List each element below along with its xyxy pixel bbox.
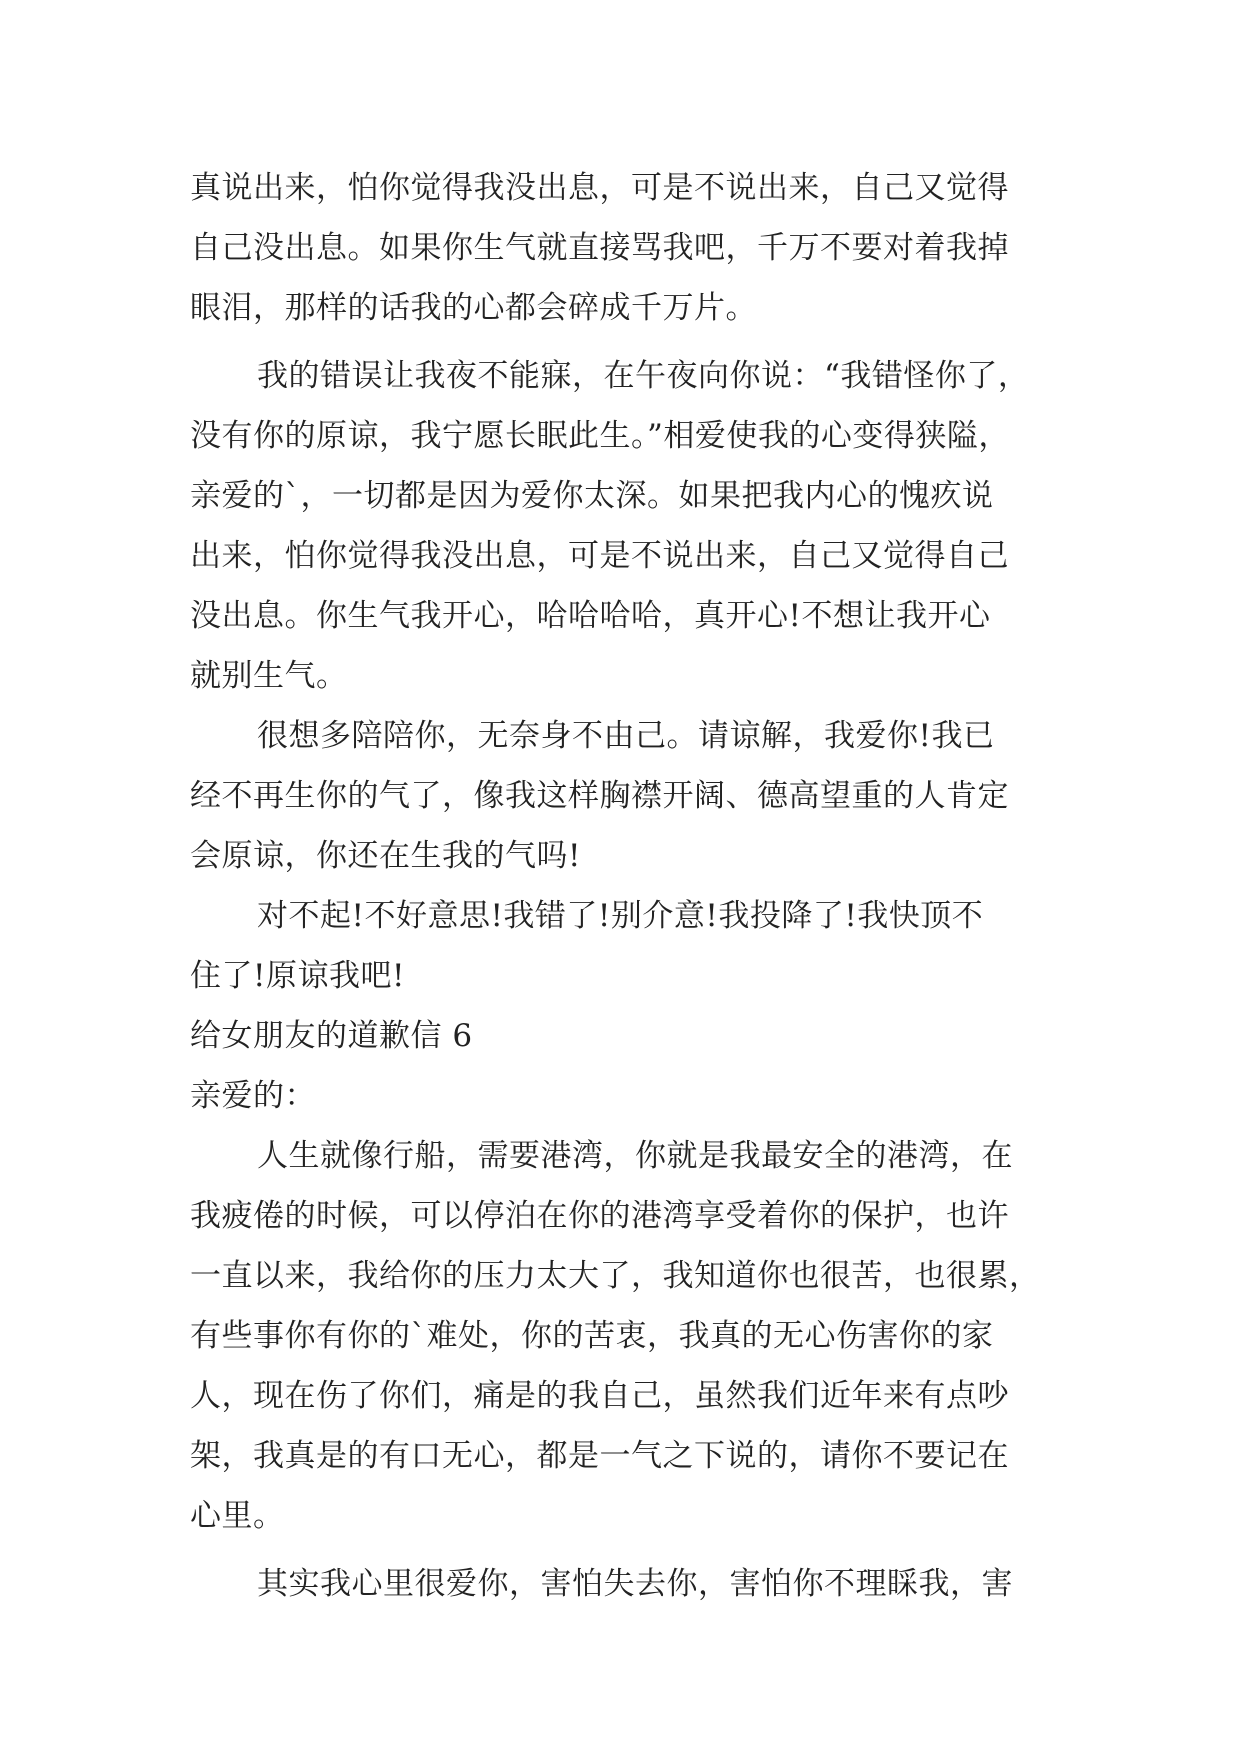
text-line: 自己没出息。如果你生气就直接骂我吧，千万不要对着我掉 [190,230,1009,266]
paragraph-start-line: 很想多陪陪你，无奈身不由己。请谅解，我爱你!我已 [257,718,995,754]
text-line: 出来，怕你觉得我没出息，可是不说出来，自己又觉得自己 [190,538,1009,574]
letter-body [190,158,1062,1614]
text-line: 架，我真是的有口无心，都是一气之下说的，请你不要记在 [190,1438,1009,1474]
text-line: 有些事你有你的`难处，你的苦衷，我真的无心伤害你的家 [190,1318,994,1354]
text-line: 亲爱的`，一切都是因为爱你太深。如果把我内心的愧疚说 [190,478,994,514]
text-line: 眼泪，那样的话我的心都会碎成千万片。 [190,290,757,326]
paragraph-start-line: 其实我心里很爱你，害怕失去你，害怕你不理睬我，害 [257,1566,1013,1602]
paragraph-start-line: 人生就像行船，需要港湾，你就是我最安全的港湾，在 [257,1138,1013,1174]
text-line: 住了!原谅我吧! [190,958,405,994]
text-line: 心里。 [190,1498,285,1534]
text-line: 没出息。你生气我开心，哈哈哈哈，真开心!不想让我开心 [190,598,991,634]
paragraph-start-line: 对不起!不好意思!我错了!别介意!我投降了!我快顶不 [257,898,984,934]
text-line: 会原谅，你还在生我的气吗! [190,838,581,874]
text-line: 人，现在伤了你们，痛是的我自己，虽然我们近年来有点吵 [190,1378,1009,1414]
text-line: 我疲倦的时候，可以停泊在你的港湾享受着你的保护，也许 [190,1198,1009,1234]
section-title: 给女朋友的道歉信 6 [190,1018,473,1054]
text-line: 真说出来，怕你觉得我没出息，可是不说出来，自己又觉得 [190,170,1009,206]
text-line: 就别生气。 [190,658,348,694]
paragraph-start-line: 我的错误让我夜不能寐，在午夜向你说：“我错怪你了， [257,358,1030,394]
text-line: 没有你的原谅，我宁愿长眠此生。”相爱使我的心变得狭隘， [190,418,1010,454]
text-line: 经不再生你的气了，像我这样胸襟开阔、德高望重的人肯定 [190,778,1009,814]
text-line: 一直以来，我给你的压力太大了，我知道你也很苦，也很累， [190,1258,1041,1294]
salutation: 亲爱的： [190,1078,316,1114]
